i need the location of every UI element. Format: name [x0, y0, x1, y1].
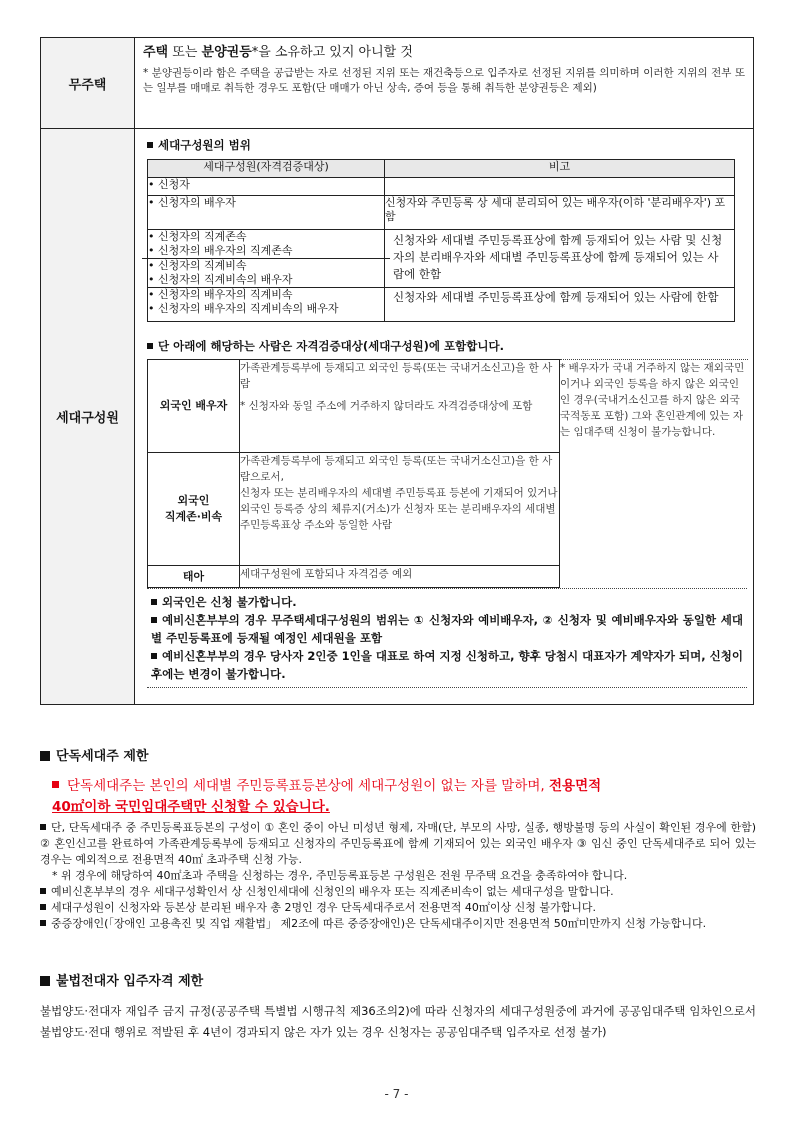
- illegal-title: 불법전대자 입주자격 제한: [56, 974, 204, 989]
- single-red-bold2: 40㎡이하 국민임대주택만 신청할 수 있습니다.: [52, 799, 330, 815]
- foreigner-side-note: * 배우자가 국내 거주하지 않는 재외국민이거나 외국인 등록을 하지 않은 외국인인 경우(국내거소신고를 하지 않은 외국국적동포 포함) 그와 혼인관계에 있는 자는 임대주택 신청이 불가능합니다.: [560, 360, 748, 588]
- fetus-label: 태아: [148, 566, 240, 588]
- no-house-word-house: 주택: [143, 45, 169, 60]
- fetus-desc: 세대구성원에 포함되나 자격검증 예외: [240, 566, 560, 588]
- scope-row-spouse-descendants: [148, 288, 385, 322]
- square-bullet-icon: [147, 142, 153, 148]
- no-house-main-rest: *을 소유하고 있지 아니할 것: [251, 45, 413, 60]
- scope-row-spouse: • 신청자의 배우자: [148, 196, 385, 230]
- illegal-heading: [40, 970, 756, 989]
- scope-row-ascendants: [148, 230, 385, 288]
- no-house-main: [143, 44, 745, 61]
- eligibility-table: [40, 37, 754, 705]
- single-exception-text: 단, 단독세대주 중 주민등록표등본의 구성이 ① 혼인 중이 아닌 미성년 형제, 자매(단, 부모의 사망, 실종, 행방불명 등의 사실이 확인된 경우에 한함) ② 혼인신고를 완료하여 가족관계등록부에 등재되고 신청자의 주민등록표에 함께 기재되어 있는 외국인 배우자 ③ 임신 중인 단독세대주로 되어 있는 경우는 예외적으로 전용면적 40㎡ 초과주택 신청 가능.: [40, 821, 756, 866]
- foreign-lineal-text2: 신청자 또는 분리배우자의 세대별 주민등록표 등본에 기재되어 있거나: [240, 487, 558, 499]
- foreign-spouse-desc: [240, 360, 560, 453]
- notice-prenuptial-rep: [151, 647, 743, 683]
- scope-title: 세대구성원의 범위: [158, 138, 251, 152]
- scope-col-members: 세대구성원(자격검증대상): [148, 160, 385, 178]
- single-prenuptial: [40, 884, 756, 900]
- foreigner-table: [147, 359, 748, 588]
- scope-row-spouse-note: 신청자와 주민등록 상 세대 분리되어 있는 배우자(이하 '분리배우자') 포함: [385, 196, 735, 230]
- foreign-lineal-label: [148, 453, 240, 566]
- include-title: 단 아래에 해당하는 사람은 자격검증대상(세대구성원)에 포함합니다.: [158, 339, 504, 353]
- notice-prenuptial-scope-text: 예비신혼부부의 경우 무주택세대구성원의 범위는 ① 신청자와 예비배우자, ② 신청자 및 예비배우자와 동일한 세대별 주민등록표에 등재될 예정인 세대원을 포함: [151, 613, 743, 645]
- household-cell: [135, 129, 754, 705]
- single-exception-note: * 위 경우에 해당하여 40㎡초과 주택을 신청하는 경우, 주민등록표등본 구성원은 전원 무주택 요건을 충족하여야 합니다.: [52, 869, 628, 882]
- scope-item-spouse-descendant: • 신청자의 배우자의 직계비속: [148, 288, 293, 301]
- scope-item-spouse-descendant-spouse: • 신청자의 배우자의 직계비속의 배우자: [148, 302, 339, 315]
- foreign-spouse-label: 외국인 배우자: [148, 360, 240, 453]
- notice-foreigner: [151, 593, 743, 611]
- foreign-lineal-label-line1: 외국인: [177, 494, 210, 507]
- scope-row-ascendants-note: 신청자와 세대별 주민등록표상에 함께 등재되어 있는 사람 및 신청자의 분리배우자와 세대별 주민등록표상에 함께 등재되어 있는 사람에 한함: [385, 230, 735, 288]
- scope-item-ascendant: • 신청자의 직계존속: [148, 230, 247, 243]
- no-house-label: 무주택: [41, 38, 135, 129]
- scope-row-spouse-descendants-note: 신청자와 세대별 주민등록표상에 함께 등재되어 있는 사람에 한함: [385, 288, 735, 322]
- single-red-text: 단독세대주는 본인의 세대별 주민등록표등본상에 세대구성원이 없는 자를 말하며,: [67, 778, 550, 794]
- square-bullet-icon: [40, 888, 46, 894]
- page-number: - 7 -: [384, 1087, 409, 1101]
- single-red-bold1: 전용면적: [549, 778, 602, 794]
- square-bullet-icon: [40, 904, 46, 910]
- foreign-lineal-text3: 외국인 등록증 상의 체류지(거소)가 신청자 또는 분리배우자의 세대별 주민등록표상 주소와 동일한 사람: [240, 503, 556, 531]
- square-bullet-icon: [151, 653, 157, 659]
- foreign-lineal-label-line2: 직계존·비속: [164, 510, 223, 523]
- square-bullet-icon: [151, 617, 157, 623]
- single-separated-spouse-text: 세대구성원이 신청자와 등본상 분리된 배우자 총 2명인 경우 단독세대주로서 전용면적 40㎡이상 신청 불가합니다.: [51, 901, 596, 914]
- scope-item-descendant-spouse: • 신청자의 직계비속의 배우자: [148, 273, 293, 286]
- single-exception: [40, 820, 756, 868]
- square-bullet-icon: [151, 599, 157, 605]
- include-heading: [147, 338, 741, 355]
- foreign-lineal-text1: 가족관계등록부에 등재되고 외국인 등록(또는 국내거소신고)을 한 사람으로서,: [240, 455, 553, 483]
- single-disabled: [40, 916, 756, 932]
- single-household-section: [40, 745, 756, 932]
- illegal-body: 불법양도·전대자 재입주 금지 규정(공공주택 특별법 시행규칙 제36조의2)에 따라 신청자의 세대구성원중에 과거에 공공임대주택 임차인으로서 불법양도·전대 행위로 적발된 후 4년이 경과되지 않은 자가 있는 경우 신청자는 공공임대주택 입주자로 선정 불가): [40, 1004, 756, 1039]
- single-title: 단독세대주 제한: [56, 749, 149, 764]
- foreign-lineal-desc: [240, 453, 560, 566]
- scope-col-remarks: 비고: [385, 160, 735, 178]
- single-disabled-text: 중증장애인(「장애인 고용촉진 및 직업 재활법」 제2조에 따른 중증장애인)은 단독세대주이지만 전용면적 50㎡미만까지 신청 가능합니다.: [51, 917, 707, 930]
- scope-table: [147, 159, 735, 322]
- square-bullet-icon: [40, 920, 46, 926]
- household-label: 세대구성원: [41, 129, 135, 705]
- square-bullet-icon: [40, 824, 46, 830]
- scope-item-spouse-ascendant: • 신청자의 배우자의 직계존속: [148, 244, 293, 257]
- single-heading: [40, 745, 756, 764]
- scope-row-applicant: • 신청자: [148, 178, 385, 196]
- no-house-cell: [135, 38, 754, 129]
- foreign-spouse-text: 가족관계등록부에 등재되고 외국인 등록(또는 국내거소신고)을 한 사람: [240, 362, 553, 390]
- notice-prenuptial-rep-text: 예비신혼부부의 경우 당사자 2인중 1인을 대표로 하여 지정 신청하고, 향후 당첨시 대표자가 계약자가 되며, 신청이후에는 변경이 불가합니다.: [151, 649, 743, 681]
- notice-foreigner-text: 외국인은 신청 불가합니다.: [162, 595, 297, 609]
- single-red-notice: [40, 776, 756, 818]
- household-notice-box: [147, 588, 747, 688]
- single-prenuptial-text: 예비신혼부부의 경우 세대구성확인서 상 신청인세대에 신청인의 배우자 또는 직계존비속이 없는 세대구성을 말합니다.: [51, 885, 614, 898]
- square-bullet-icon: [40, 976, 50, 986]
- single-separated-spouse: [40, 900, 756, 916]
- scope-item-descendant: • 신청자의 직계비속: [142, 258, 390, 273]
- square-bullet-icon: [40, 751, 50, 761]
- foreign-spouse-note: * 신청자와 동일 주소에 거주하지 않더라도 자격검증대상에 포함: [240, 400, 533, 412]
- scope-heading: [147, 137, 741, 154]
- illegal-sublease-section: [40, 970, 756, 1043]
- square-bullet-icon: [147, 343, 153, 349]
- notice-prenuptial-scope: [151, 611, 743, 647]
- no-house-word-presale: 분양권등: [201, 45, 252, 60]
- no-house-note: * 분양권등이라 함은 주택을 공급받는 자로 선정된 지위 또는 재건축등으로 입주자로 선정된 지위를 의미하며 이러한 지위의 전부 또는 일부를 매매로 취득한 경우도 포함(단 매매가 아닌 상속, 증여 등을 통해 취득한 분양권등은 제외): [143, 67, 745, 94]
- no-house-word-or: 또는: [168, 45, 202, 60]
- red-bullet-icon: [52, 781, 59, 788]
